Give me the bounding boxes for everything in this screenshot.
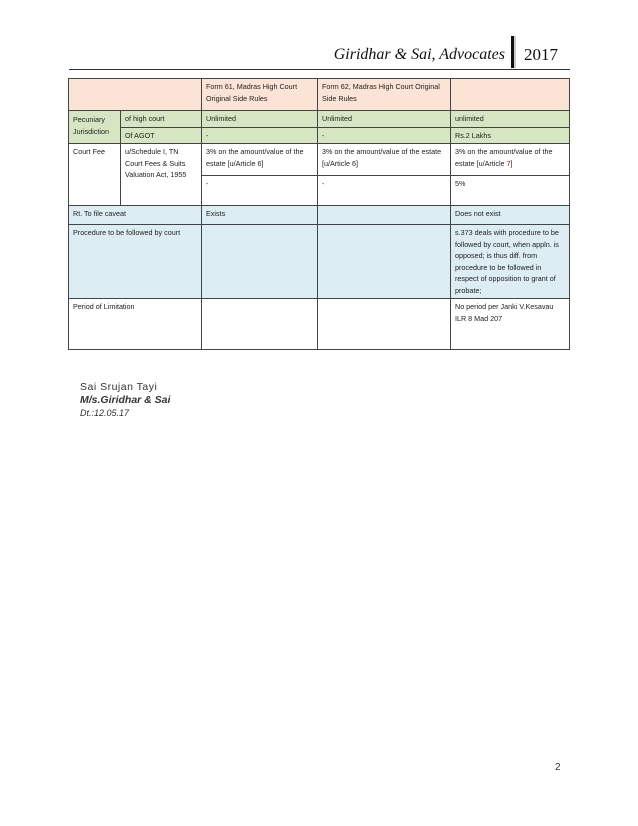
caveat-form62 <box>318 206 451 225</box>
court-fee-other-close: ] <box>510 158 513 168</box>
table-row <box>69 225 570 299</box>
table-row <box>69 299 570 350</box>
header-form62: Form 62, Madras High Court Original Side Rules <box>318 79 451 111</box>
table-row <box>69 206 570 225</box>
procedure-form61 <box>202 225 318 299</box>
caveat-label: Rt. To file caveat <box>69 206 202 225</box>
court-fee-form61-rate: - <box>202 176 318 206</box>
limitation-form62 <box>318 299 451 350</box>
limitation-label: Period of Limitation <box>69 299 202 350</box>
header-form61: Form 61, Madras High Court Original Side Rules <box>202 79 318 111</box>
page-header <box>334 36 558 68</box>
procedure-other: s.373 deals with procedure to be followed by court, when appln. is opposed; is thus diff. from procedure to be followed in respect of opposition to grant of probate; <box>451 225 570 299</box>
court-fee-other <box>451 144 570 176</box>
pecuniary-agot-form61: - <box>202 127 318 144</box>
court-fee-form62: 3% on the amount/value of the estate [u/Article 6] <box>318 144 451 176</box>
caveat-form61: Exists <box>202 206 318 225</box>
table-header-row <box>69 79 570 111</box>
court-fee-form61: 3% on the amount/value of the estate [u/Article 6] <box>202 144 318 176</box>
court-fee-other-rate: 5% <box>451 176 570 206</box>
header-empty-cell <box>69 79 202 111</box>
pecuniary-high-court: of high court <box>121 111 202 128</box>
caveat-other: Does not exist <box>451 206 570 225</box>
court-fee-other-text: 3% on the amount/value of the estate [u/Article <box>455 147 553 168</box>
court-fee-article-number: 7 <box>506 158 511 168</box>
table-row <box>69 111 570 128</box>
table-row <box>69 144 570 176</box>
header-rule <box>69 69 570 70</box>
comparison-table <box>68 78 570 350</box>
pecuniary-high-court-other: unlimited <box>451 111 570 128</box>
pecuniary-label: Pecuniary Jurisdiction <box>69 111 121 144</box>
procedure-form62 <box>318 225 451 299</box>
firm-name: M/s.Giridhar & Sai <box>80 394 171 406</box>
court-fee-label: Court Fee <box>69 144 121 206</box>
header-empty-last <box>451 79 570 111</box>
limitation-form61 <box>202 299 318 350</box>
signature-date: Dt.:12.05.17 <box>80 408 130 418</box>
pecuniary-high-court-form62: Unlimited <box>318 111 451 128</box>
limitation-other: No period per Janki V.Kesavau ILR 8 Mad 207 <box>451 299 570 350</box>
court-fee-statute: u/Schedule I, TN Court Fees & Suits Valuation Act, 1955 <box>121 144 202 206</box>
pecuniary-agot-form62: - <box>318 127 451 144</box>
page-number: 2 <box>555 762 561 773</box>
signature-block <box>80 381 170 419</box>
table-row <box>69 127 570 144</box>
court-fee-form62-rate: - <box>318 176 451 206</box>
procedure-label: Procedure to be followed by court <box>69 225 202 299</box>
signatory-name: Sai Srujan Tayi <box>80 381 158 393</box>
pecuniary-high-court-form61: Unlimited <box>202 111 318 128</box>
pecuniary-agot-other: Rs.2 Lakhs <box>451 127 570 144</box>
header-year: 2017 <box>524 45 558 64</box>
header-title: Giridhar & Sai, Advocates <box>333 46 505 63</box>
pecuniary-agot: Of AGOT <box>121 127 202 144</box>
